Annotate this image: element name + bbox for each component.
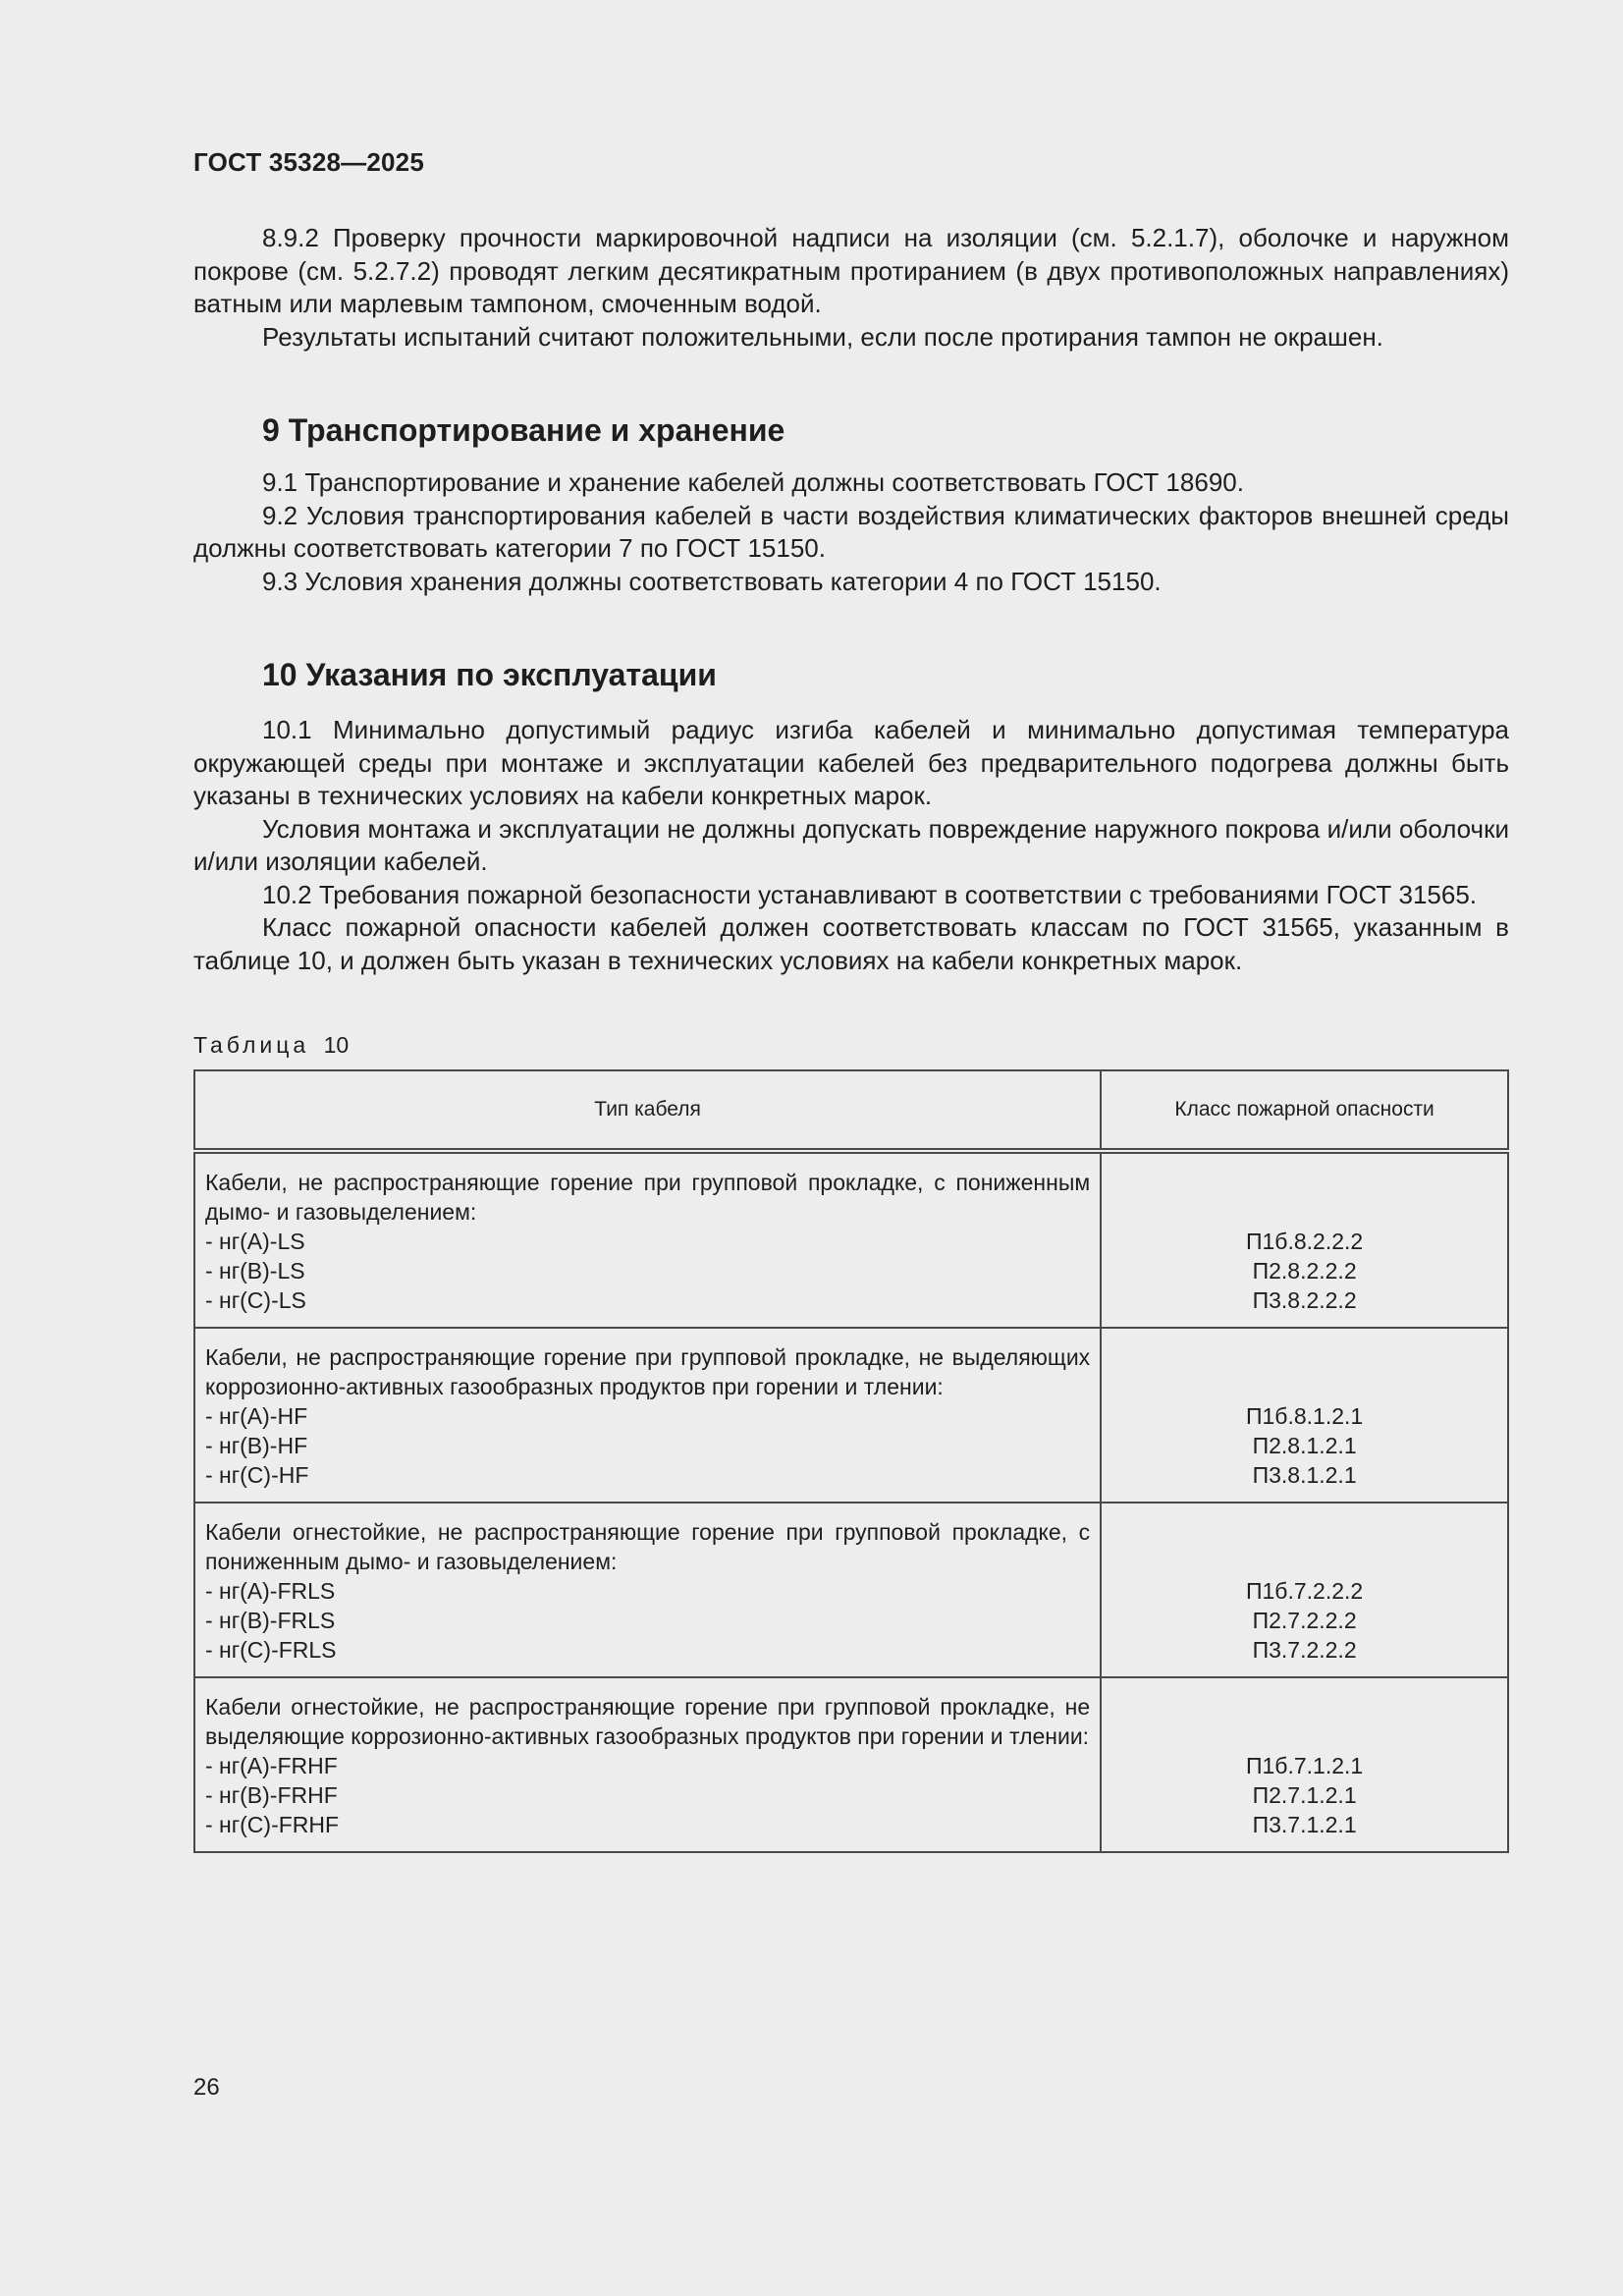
fire-class-value: П3.8.2.2.2	[1252, 1287, 1357, 1313]
cable-variant: - нг(C)-HF	[205, 1462, 309, 1488]
paragraph-9-2: 9.2 Условия транспортирования кабелей в части воздействия климатических факторов внешней среды должны соответствовать категории 7 по ГОСТ 15150.	[193, 500, 1509, 563]
cable-variant: - нг(C)-LS	[205, 1287, 306, 1313]
page-number: 26	[193, 2074, 220, 2101]
fire-class-cell	[1101, 1503, 1508, 1677]
paragraph-installation-conditions: Условия монтажа и эксплуатации не должны допускать повреждение наружного покрова и/или оболочки и/или изоляции кабелей.	[193, 813, 1509, 876]
fire-class-value: П1б.8.1.2.1	[1245, 1403, 1364, 1429]
cable-type-cell	[194, 1328, 1101, 1503]
table-caption-word: Таблица	[193, 1032, 310, 1058]
cable-variant: - нг(C)-FRHF	[205, 1812, 340, 1837]
cable-type-description: Кабели огнестойкие, не распространяющие горение при групповой прокладке, не выделяющие коррозионно-активных газообразных продуктов при горении и тлении:	[205, 1694, 1091, 1749]
fire-class-value: П1б.7.2.2.2	[1245, 1578, 1364, 1604]
fire-class-value: П3.7.1.2.1	[1252, 1812, 1357, 1837]
cable-type-cell	[194, 1151, 1101, 1328]
header-fire-class: Класс пожарной опасности	[1101, 1070, 1508, 1151]
cable-variant: - нг(B)-FRHF	[205, 1782, 338, 1808]
cable-variant: - нг(A)-HF	[205, 1403, 308, 1429]
fire-class-value: П2.7.1.2.1	[1252, 1782, 1357, 1808]
table-caption	[193, 1030, 1509, 1060]
cable-type-description: Кабели, не распространяющие горение при групповой прокладке, не выделяющих коррозионно-активных газообразных продуктов при горении и тлении:	[205, 1344, 1091, 1399]
fire-class-value: П1б.8.2.2.2	[1245, 1229, 1364, 1254]
cable-variant: - нг(B)-HF	[205, 1433, 308, 1458]
table-row	[194, 1677, 1508, 1852]
table-caption-number: 10	[323, 1032, 350, 1058]
cable-variant: - нг(A)-LS	[205, 1229, 305, 1254]
paragraph-10-1: 10.1 Минимально допустимый радиус изгиба кабелей и минимально допустимая температура окружающей среды при монтаже и эксплуатации кабелей без предварительного подогрева должны быть указаны в технических условиях на кабели конкретных марок.	[193, 715, 1509, 810]
fire-class-cell	[1101, 1677, 1508, 1852]
cable-type-description: Кабели, не распространяющие горение при групповой прокладке, с пониженным дымо- и газовыделением:	[205, 1170, 1091, 1225]
table-row	[194, 1328, 1508, 1503]
paragraph-9-1: 9.1 Транспортирование и хранение кабелей должны соответствовать ГОСТ 18690.	[262, 467, 1244, 497]
section-10-title: 10 Указания по эксплуатации	[262, 657, 717, 692]
table-row	[194, 1151, 1508, 1328]
cable-variant: - нг(A)-FRLS	[205, 1578, 336, 1604]
fire-class-value: П3.7.2.2.2	[1252, 1637, 1357, 1663]
paragraph-10-2: 10.2 Требования пожарной безопасности устанавливают в соответствии с требованиями ГОСТ 31565.	[262, 879, 1478, 909]
page-content	[193, 222, 1509, 1853]
cable-variant: - нг(A)-FRHF	[205, 1753, 338, 1778]
cable-variant: - нг(C)-FRLS	[205, 1637, 337, 1663]
header-cable-type: Тип кабеля	[194, 1070, 1101, 1151]
section-9-title: 9 Транспортирование и хранение	[262, 412, 785, 448]
cable-variant: - нг(B)-FRLS	[205, 1608, 336, 1633]
fire-class-value: П2.8.2.2.2	[1252, 1258, 1357, 1284]
paragraph-fire-class: Класс пожарной опасности кабелей должен соответствовать классам по ГОСТ 31565, указанным в таблице 10, и должен быть указан в технических условиях на кабели конкретных марок.	[193, 912, 1509, 975]
cable-type-cell	[194, 1677, 1101, 1852]
cable-type-description: Кабели огнестойкие, не распространяющие горение при групповой прокладке, с пониженным дымо- и газовыделением:	[205, 1519, 1091, 1574]
fire-class-cell	[1101, 1151, 1508, 1328]
cable-type-cell	[194, 1503, 1101, 1677]
fire-class-value: П3.8.1.2.1	[1252, 1462, 1357, 1488]
fire-class-table	[193, 1069, 1509, 1853]
paragraph-9-3: 9.3 Условия хранения должны соответствовать категории 4 по ГОСТ 15150.	[262, 566, 1162, 596]
fire-class-value: П2.7.2.2.2	[1252, 1608, 1357, 1633]
fire-class-value: П2.8.1.2.1	[1252, 1433, 1357, 1458]
fire-class-value: П1б.7.1.2.1	[1245, 1753, 1364, 1778]
cable-variant: - нг(B)-LS	[205, 1258, 305, 1284]
table-header-row	[194, 1070, 1508, 1151]
paragraph-test-results: Результаты испытаний считают положительными, если после протирания тампон не окрашен.	[262, 321, 1383, 352]
paragraph-8-9-2: 8.9.2 Проверку прочности маркировочной надписи на изоляции (см. 5.2.1.7), оболочке и наружном покрове (см. 5.2.7.2) проводят легким десятикратным протиранием (в двух противоположных направлениях) ватным или марлевым тампоном, смоченным водой.	[193, 223, 1509, 318]
table-row	[194, 1503, 1508, 1677]
fire-class-cell	[1101, 1328, 1508, 1503]
document-header: ГОСТ 35328—2025	[193, 147, 424, 177]
